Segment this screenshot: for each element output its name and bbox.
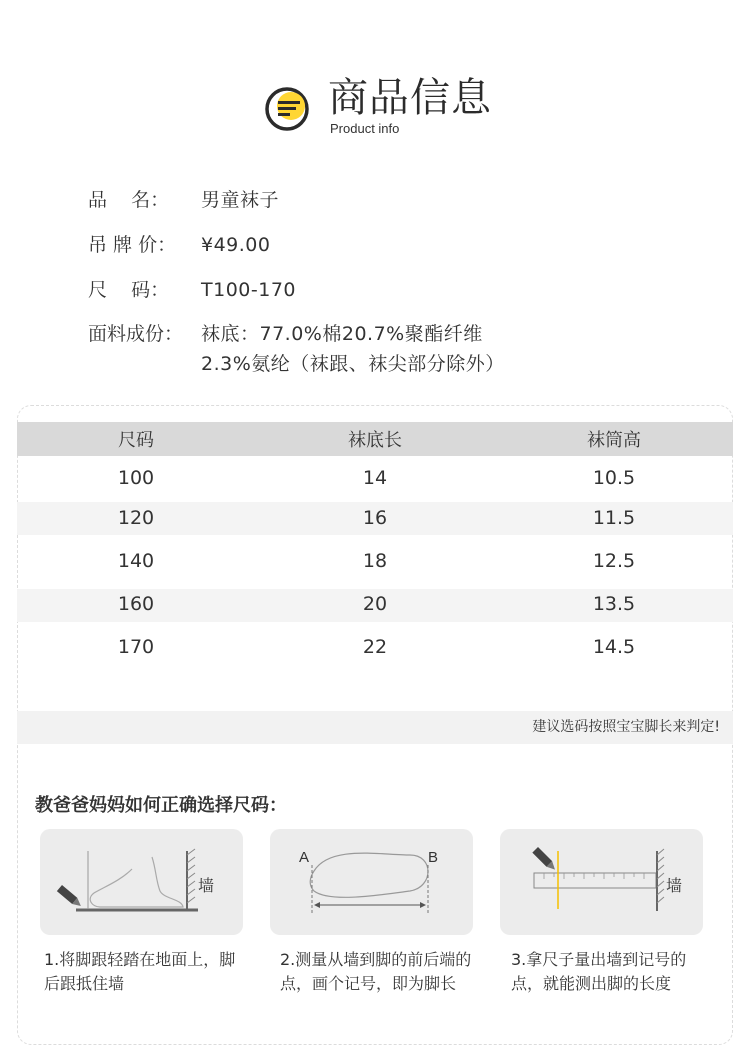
- table-cell: 20: [362, 593, 388, 615]
- table-cell: 12.5: [592, 550, 636, 572]
- table-cell: 16: [362, 507, 388, 529]
- table-cell: 100: [117, 467, 155, 489]
- point-b-label: B: [428, 849, 439, 866]
- page-title: 商品信息: [328, 75, 492, 121]
- page-subtitle: Product info: [330, 121, 400, 136]
- table-cell: 120: [117, 507, 155, 529]
- table-header-tube-height: 袜筒高: [587, 430, 641, 451]
- howto-step-2: 2.测量从墙到脚的前后端的点，画个记号，即为脚长: [280, 950, 472, 993]
- table-cell: 18: [362, 550, 388, 572]
- howto-title: 教爸爸妈妈如何正确选择尺码：: [35, 795, 287, 816]
- size-note: 建议选码按照宝宝脚长来判定!: [532, 719, 720, 735]
- table-cell: 160: [117, 593, 155, 615]
- info-label: 品 名：: [88, 189, 170, 211]
- table-cell: 170: [117, 636, 155, 658]
- info-value: T100-170: [201, 279, 296, 301]
- table-cell: 13.5: [592, 593, 636, 615]
- howto-step-1: 1.将脚跟轻踏在地面上，脚后跟抵住墙: [44, 950, 236, 993]
- point-a-label: A: [299, 849, 310, 866]
- document-lines-icon: [264, 86, 312, 132]
- table-cell: 140: [117, 550, 155, 572]
- info-value: 袜底：77.0%棉20.7%聚酯纤维: [201, 323, 483, 345]
- wall-label: 墙: [198, 876, 215, 895]
- info-value-line2: 2.3%氨纶（袜跟、袜尖部分除外）: [201, 353, 505, 375]
- howto-card-1: [40, 829, 243, 935]
- wall-label: 墙: [666, 876, 683, 895]
- table-cell: 14.5: [592, 636, 636, 658]
- table-cell: 14: [362, 467, 388, 489]
- foot-measure-outline-icon: [270, 829, 473, 935]
- info-value: 男童袜子: [201, 189, 280, 211]
- table-header-size: 尺码: [118, 430, 154, 451]
- info-value: ¥49.00: [201, 234, 271, 256]
- table-cell: 22: [362, 636, 388, 658]
- info-label: 尺 码：: [88, 279, 170, 301]
- howto-step-3: 3.拿尺子量出墙到记号的点，就能测出脚的长度: [511, 950, 687, 993]
- howto-card-2: [270, 829, 473, 935]
- info-label: 面料成份：: [88, 323, 184, 345]
- info-label: 吊 牌 价：: [88, 234, 177, 256]
- howto-card-3: [500, 829, 703, 935]
- table-cell: 10.5: [592, 467, 636, 489]
- table-cell: 11.5: [592, 507, 636, 529]
- table-header-sole-length: 袜底长: [348, 430, 402, 451]
